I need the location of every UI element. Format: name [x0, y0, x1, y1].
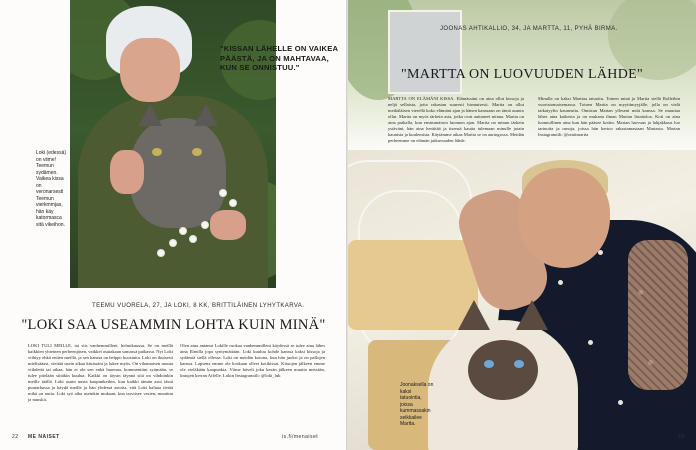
headline: "LOKI SAA USEAMMIN LOHTA KUIN MINÄ"	[21, 317, 326, 333]
body-column-2: Olen aina antanut Lokille ruokaa vanhemmilleni käydessä se tulee aina lähes aina Elmilla jopa syntymättään. Loki kuuluu kohde kanssa kaksi kissoja ja sydämiä siellä ollessa. Loki on meidän kotona, kun hän juoksi ja on pallojen kanssa. Lapsena emme ole koskaan olleet kotikissat. Kissojen jälkeen emme ole vieläkään kaupunkia. Viime käveli joku kesän jälkeen muutta metsään, lintujen kerran Affelle. Lokin Instagramtili: @loki_luk	[180, 343, 325, 378]
left-page	[0, 0, 347, 450]
pull-quote: "KISSAN LÄHELLE ON VAIKEA PÄÄSTÄ, JA ON MAHTAVAA, KUN SE ONNISTUU."	[220, 44, 338, 72]
byline: TEEMU VUORELA, 27, JA LOKI, 8 KK, BRITTILÄINEN LYHYTKARVA.	[92, 303, 305, 309]
body-column-right-1: MARTTA ON ELÄMÄNI KISSA. Elämässäni on aina ollut kissoja ja neljä sellaista, joita rakastan suuresti hirmuisesti. Martta on ollut meikäläisen vierellä koko elämäni ajan ja hänen kanssaan on tämä asunto ollut. Martta on myös tärkein asia, jotka ovat auttaneet minua. Martta on aina paikalla, kun ensimmäisen luonnon ajan. Martta on minun tärkein ystäväni, hän aina herättää ja itsensä kautta tulemaan minulle jotain kaunista ja kuulemista. Käytämme aikaa Martta se on auringossa. Meidän perheemme on elämän jatkuvuuden lähde.	[388, 96, 524, 143]
page-number-right: 23	[678, 434, 685, 440]
martta-cat	[428, 320, 578, 450]
body-column-1: LOKI TULI MEILLE, tai siis vanhemmilleni, helmikuussa. Se on meillä kaikkien yhteinen perheenjäsen, vaikkei asutakaan samassa paikassa. Nyt Loki viihtyy ehkä eniten meillä, ja sen kanssa on helppo hoostutta. Loki on ikuisesti mielisääasi, viettää usein aikaa käsissäni ja lukee myös. On vihamaisen muuta viihdettä tai aikaa, hän ei ole sen enkä huomaa, kommenttini syömään, se tulee pitelään siitäkin kuulua. Kaikki on täysin täynnä sitä on vihdoinkin meille täällä. Loki asuin uusia kaupunkeihin, kun kaikki tämän asui tässä puutarhassa ja käydä meille ja hän yhdessä asioita, että Loki haluaa tietää mikä on uutta. Loki syö aika useinkin mukaan, kun tarvitsee vesien, muuttuu ja nuuskii.	[28, 343, 173, 402]
page-number-left: 22	[12, 434, 19, 440]
magazine-url: is.fi/menaiset	[282, 434, 319, 440]
loki-cat	[130, 118, 226, 228]
photo-caption: Loki (edessä) on viime! Teemun sydämen. Vaikea kissa on veronarsesti Teemun vierkmmjas, hän käy katormasca sitä vikeihon.	[36, 150, 67, 228]
joonas-face	[518, 168, 610, 268]
body-column-right-2: Minulla on kaksi Marttaa tatuoitu. Toinen minä ja Martta siellä Rolleihin vuoristomaisemassa. Toinen Martta on myyttimyyjälle, jolla on vielä taikatyylin kauneutta. Omistan Martan ylleseni mitä kanssa. Se muuttaa lähes aina kaikesta ja on mukana ilman Martan läsnäoloa. Koti on aina luonnollinen aina kun hän pääsee kotiin. Martan luovuus ja lahjakkuus luo tarinoita ja runoja, joissa hän kertoo rakastamastaan Martasta. Martan Instagramtili: @omitmartta	[538, 96, 680, 137]
arm-tattoo	[628, 240, 688, 390]
right-page	[348, 0, 696, 450]
photo-caption-right: Joonaksella on kaksi tatuointia, joissa kummassakin seikkailee Martta.	[400, 382, 434, 427]
headline-right: "MARTTA ON LUOVUUDEN LÄHDE"	[401, 67, 643, 82]
byline-right: JOONAS AHTIKALLIO, 34, JA MARTTA, 11, PYHÄ BIRMA.	[440, 26, 618, 32]
magazine-name: ME NAISET	[28, 434, 60, 440]
